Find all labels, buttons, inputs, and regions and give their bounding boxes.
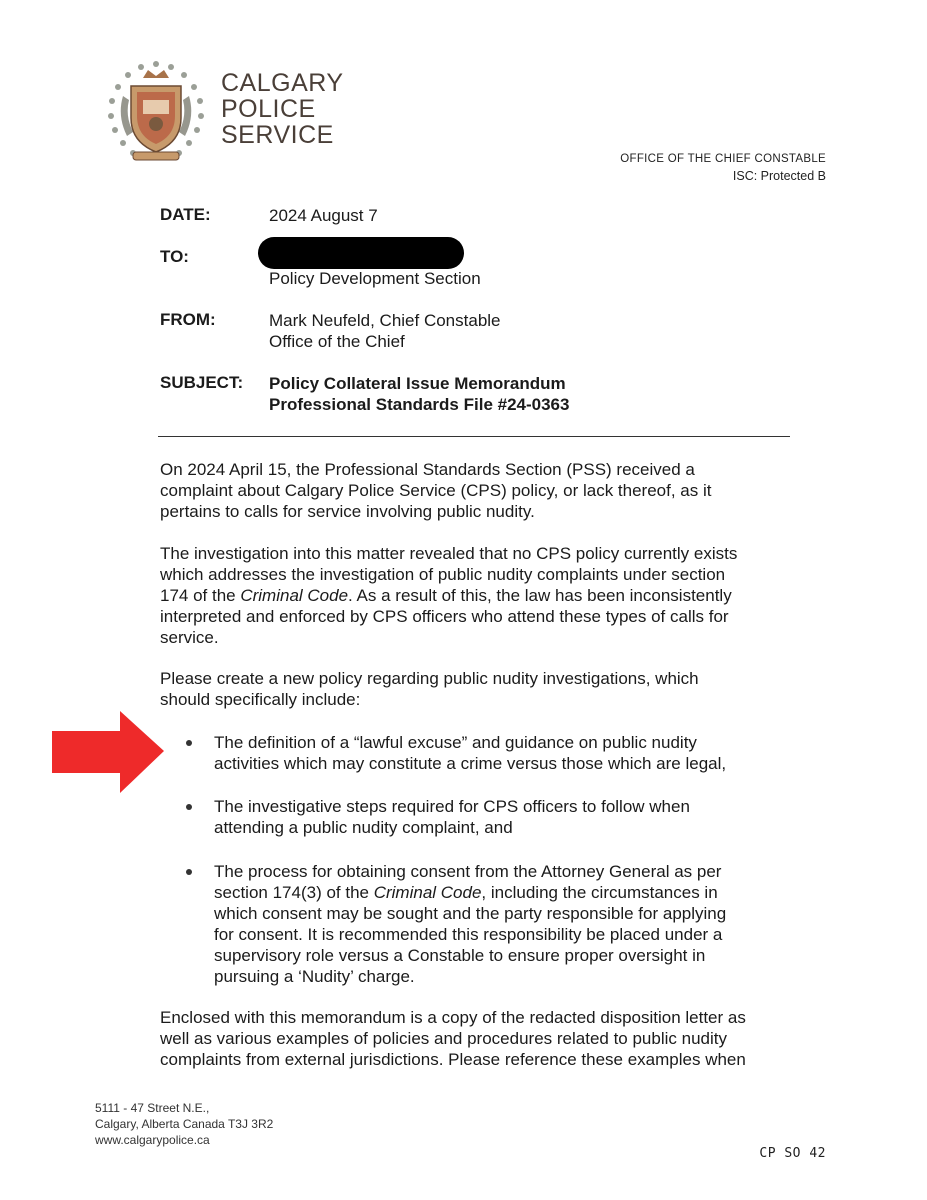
redaction-bar bbox=[258, 237, 464, 269]
to-value: Policy Development Section bbox=[269, 269, 481, 288]
paragraph-4 bbox=[160, 1007, 800, 1070]
bullet3-line bbox=[214, 882, 804, 903]
bullet3-line: pursuing a ‘Nudity’ charge. bbox=[214, 967, 415, 986]
office-block bbox=[620, 151, 826, 185]
bullet-item-1 bbox=[214, 732, 804, 774]
subject-title: Policy Collateral Issue Memorandum bbox=[269, 374, 566, 393]
paragraph-2 bbox=[160, 543, 800, 648]
p4-line: well as various examples of policies and procedures related to public nudity bbox=[160, 1029, 727, 1048]
p2-line bbox=[160, 585, 800, 606]
p2-line: service. bbox=[160, 628, 219, 647]
from-value bbox=[269, 310, 501, 352]
bullet-item-3 bbox=[214, 861, 804, 987]
address-street: 5111 - 47 Street N.E., bbox=[95, 1101, 210, 1115]
bullet2-line: The investigative steps required for CPS officers to follow when bbox=[214, 797, 690, 816]
footer-address bbox=[95, 1100, 273, 1148]
police-crest-icon bbox=[103, 56, 209, 166]
criminal-code-italic: Criminal Code bbox=[240, 586, 349, 605]
p4-line: complaints from external jurisdictions. Please reference these examples when bbox=[160, 1050, 746, 1069]
subject-value bbox=[269, 373, 569, 415]
date-value: 2024 August 7 bbox=[269, 206, 378, 225]
subject-file: Professional Standards File #24-0363 bbox=[269, 395, 570, 414]
bullet-item-2 bbox=[214, 796, 804, 838]
p1-line: On 2024 April 15, the Professional Standards Section (PSS) received a bbox=[160, 460, 695, 479]
bullet-marker bbox=[186, 740, 192, 746]
from-name: Mark Neufeld, Chief Constable bbox=[269, 311, 501, 330]
p3-line: should specifically include: bbox=[160, 690, 361, 709]
org-name-line-1: CALGARY bbox=[221, 69, 344, 97]
p2-line3-post: . As a result of this, the law has been inconsistently bbox=[348, 586, 732, 605]
criminal-code-italic: Criminal Code bbox=[373, 883, 482, 902]
bullet3-line: which consent may be sought and the party responsible for applying bbox=[214, 904, 727, 923]
address-city: Calgary, Alberta Canada T3J 3R2 bbox=[95, 1117, 274, 1131]
bullet1-line: activities which may constitute a crime versus those which are legal, bbox=[214, 754, 727, 773]
b3-line2-pre: section 174(3) of the bbox=[214, 883, 374, 902]
p2-line3-pre: 174 of the bbox=[160, 586, 241, 605]
header-divider bbox=[158, 436, 790, 437]
p2-line: interpreted and enforced by CPS officers who attend these types of calls for bbox=[160, 607, 729, 626]
website-link[interactable]: www.calgarypolice.ca bbox=[95, 1133, 210, 1147]
security-classification: ISC: Protected B bbox=[732, 169, 826, 183]
bullet2-line: attending a public nudity complaint, and bbox=[214, 818, 513, 837]
bullet-marker bbox=[186, 804, 192, 810]
from-label: FROM: bbox=[160, 310, 216, 329]
b3-line2-post: , including the circumstances in bbox=[481, 883, 718, 902]
from-office: Office of the Chief bbox=[269, 332, 405, 351]
p2-line: which addresses the investigation of public nudity complaints under section bbox=[160, 565, 726, 584]
p1-line: pertains to calls for service involving public nudity. bbox=[160, 502, 535, 521]
p4-line: Enclosed with this memorandum is a copy of the redacted disposition letter as bbox=[160, 1008, 746, 1027]
org-name-line-2: POLICE bbox=[221, 95, 316, 123]
bullet-marker bbox=[186, 869, 192, 875]
subject-label: SUBJECT: bbox=[160, 373, 244, 392]
bullet3-line: supervisory role versus a Constable to ensure proper oversight in bbox=[214, 946, 706, 965]
office-title: OFFICE OF THE CHIEF CONSTABLE bbox=[620, 153, 826, 165]
bullet3-line: The process for obtaining consent from the Attorney General as per bbox=[214, 862, 722, 881]
p3-line: Please create a new policy regarding public nudity investigations, which bbox=[160, 669, 699, 688]
date-label: DATE: bbox=[160, 205, 211, 224]
p1-line: complaint about Calgary Police Service (CPS) policy, or lack thereof, as it bbox=[160, 481, 712, 500]
p2-line: The investigation into this matter revealed that no CPS policy currently exists bbox=[160, 544, 738, 563]
to-label: TO: bbox=[160, 247, 189, 266]
red-arrow-icon bbox=[52, 711, 164, 793]
paragraph-1 bbox=[160, 459, 800, 522]
organization-name bbox=[221, 70, 344, 148]
bullet1-line: The definition of a “lawful excuse” and guidance on public nudity bbox=[214, 733, 697, 752]
paragraph-3 bbox=[160, 668, 800, 710]
page-code: CP SO 42 bbox=[759, 1146, 826, 1161]
bullet3-line: for consent. It is recommended this responsibility be placed under a bbox=[214, 925, 723, 944]
org-name-line-3: SERVICE bbox=[221, 121, 334, 149]
